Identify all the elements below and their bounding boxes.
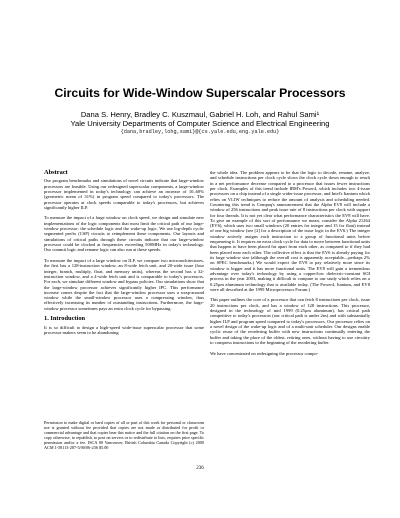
affiliation-line: Yale University Departments of Computer Science and Electrical Engineering — [70, 118, 330, 128]
intro-paragraph: It is so difficult to design a high-speed wide-issue superscalar processor that some processor makers seem to be abandoning — [44, 324, 204, 336]
introduction-heading: 1. Introduction — [44, 315, 86, 323]
author-block — [0, 111, 400, 128]
page-number: 236 — [196, 466, 204, 471]
body-paragraph: This paper outlines the core of a processor that can fetch 8 instructions per clock, issue 20 instructions per clock, and has a window of 128 instructions. This processor, designed in the technology of mid 1999 (0.25μm aluminum), has critical path competitive to today's processors (our critical path is under 2ns) and with substantially higher ILP and program speed compared to today's processors. Our processor relies on a novel design of the wake-up logic and of a multi-unit scheduler. Our designs enable cyclic reuse of the reordering buffer with new instructions continually entering the buffer and taking the place of the oldest, retiring ones, without having to use circuitry to compress instructions to the beginning of the reordering buffer. — [210, 297, 370, 345]
paper-title: Circuits for Wide-Window Superscalar Processors — [54, 86, 346, 100]
left-column — [44, 170, 204, 341]
abstract-paragraph: To measure the impact of a large window on clock speed, we design and simulate new implementations of the logic components that most limit the critical path of our large-window processor: the schedule logic and the wake-up logic. We use log-depth cyclic segmented prefix (CSP) circuits to reimplement these components. Our layouts and simulations of critical paths through these circuits indicate that our large-window processor could be clocked at frequencies exceeding 500MHz in today's technology. Our commit logic and rename logic can also run at these speeds. — [44, 215, 204, 253]
copyright-notice — [44, 420, 204, 450]
abstract-paragraph: Our program benchmarks and simulations of novel circuits indicate that large-window processors are feasible. Using our redesigned superscalar components, a large-window processor implemented in today's technology can achieve an increase of 10–60% (geometric mean of 31%) in program speed compared to today's processors. The processor operates at clock speeds comparable to today's processors, but achieves significantly higher ILP. — [44, 178, 204, 210]
right-column — [210, 170, 370, 361]
body-paragraph: the whole idea. The problem appears to be that the logic to decode, rename, analyze, and schedule instructions per clock cycle slows the clock cycle down enough to result in a net performance decrease compared to a processor that issues fewer instructions per clock. Examples of this trend include IBM's Power4, which includes two 4-issue processors on a chip instead of a single wider-issue processor, and Intel's Itanium which relies on VLIW techniques to reduce the amount of analysis and scheduling needed. Countering this trend is Compaq's announcement that the Alpha EV8 will include a window of 256 instructions and peak issue rate of 8 instructions per clock with support for four threads. It is not yet clear what performance characteristics the EV8 will have. To give an example of this sort of performance we mean, consider the Alpha 21264 (EV6), which uses two small windows (20 entries for integer and 15 for float) instead of one big window (see [2] for a description of the issue logic in the EV6.) The integer window actively assigns each instruction to a group of functional units before enqueueing it. It requires an extra clock cycle for data to move between functional units that happen to have been placed far apart from each other, as compared to if they had been placed near each other. The collective effect is that the EV6 is already paying for its large window size (although the overall cost is apparently acceptable—perhaps 2% on SPEC benchmarks.) We would expect the EV8 to pay relatively more since its window is bigger and it has more functional units. The EV8 will gain a tremendous advantage over today's technology by using a copper/low dielectric-constant SOI process in the year 2003, making it difficult to compare to our study which relies on a 0.25μm aluminum technology that is available today. (The Power4, Itanium, and EV8 were all described at the 1999 Microprocessor Forum.) — [210, 170, 370, 292]
body-paragraph: We have concentrated on redesigning the processor compo- — [210, 350, 319, 356]
abstract-heading: Abstract — [44, 169, 68, 176]
copyright-text: Permission to make digital or hard copies of all or part of this work for personal or classroom use is granted without fee provided that copies are not made or distributed for profit or commercial advantage and that copies bear this notice and the full citation on the first page. To copy otherwise, to republish, to post on servers or to redistribute to lists, requires prior specific permission and/or a fee. ISCA 00 Vancouver, British Columbia Canada Copyright (c) 2000 ACM 1-58113-287-5/00/06-236 $5.00 — [44, 420, 204, 450]
abstract-paragraph: To measure the impact of a large window on ILP, we compare two microarchitectures, the first has a 128-instruction window, an 8-wide fetch unit, and 20-wide issue (four integer, branch, multiply, float, and memory units), whereas the second has a 32-instruction window, and a 4-wide fetch unit and is comparable to today's processors. For each, we simulate different window and bypass policies. Our simulations show that the large-window processor achieves significantly higher IPC. This performance increase comes despite the fact that the large-window processor uses a wrap-around window while the small-window processor uses a compressing window, thus effectively increasing its number of outstanding instructions. Furthermore, the large-window processor sometimes pays an extra clock cycle for bypassing. — [44, 257, 204, 311]
authors-line: Dana S. Henry, Bradley C. Kuszmaul, Gabriel H. Loh, and Rahul Sami¹ — [80, 110, 320, 119]
emails-line: {dana,bradley,lohg,sami}@{cs.yale.edu,eng.yale.edu} — [120, 129, 280, 135]
